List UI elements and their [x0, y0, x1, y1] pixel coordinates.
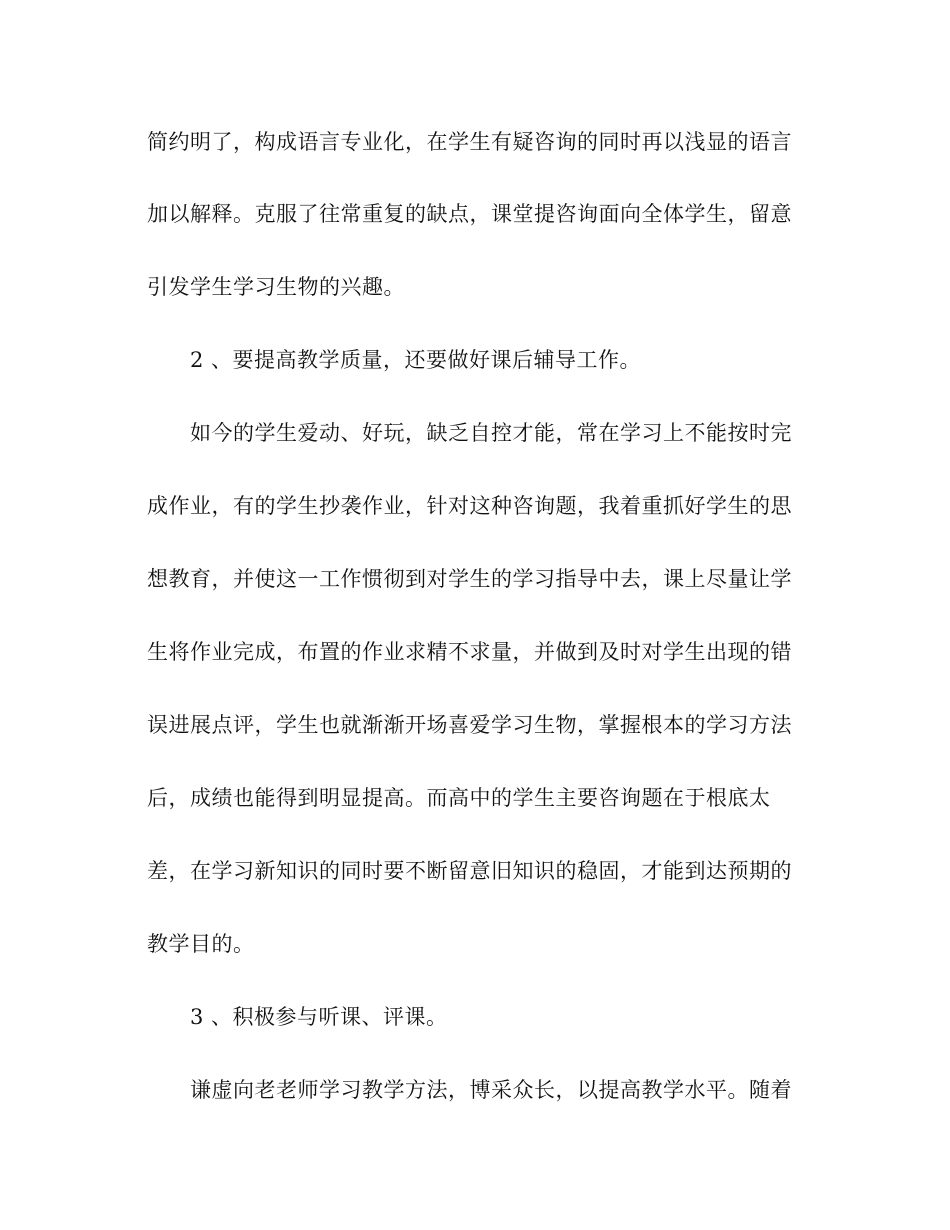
paragraph-line: 谦虚向老老师学习教学方法，博采众长，以提高教学水平。随着: [190, 1078, 792, 1102]
paragraph-line: 成作业，有的学生抄袭作业，针对这种咨询题，我着重抓好学生的思: [147, 494, 792, 518]
paragraph-line: 想教育，并使这一工作惯彻到对学生的学习指导中去，课上尽量让学: [147, 567, 792, 591]
paragraph-line: 教学目的。: [147, 932, 255, 956]
paragraph-line: 加以解释。克服了往常重复的缺点，课堂提咨询面向全体学生，留意: [147, 202, 792, 226]
paragraph-line: 差，在学习新知识的同时要不断留意旧知识的稳固，才能到达预期的: [147, 859, 792, 883]
paragraph-line: 引发学生学习生物的兴趣。: [147, 275, 405, 299]
section-heading: 2 、要提高教学质量，还要做好课后辅导工作。: [190, 348, 642, 372]
paragraph-line: 简约明了，构成语言专业化，在学生有疑咨询的同时再以浅显的语言: [147, 130, 792, 154]
paragraph-line: 后，成绩也能得到明显提高。而高中的学生主要咨询题在于根底太: [147, 786, 771, 810]
paragraph-line: 如今的学生爱动、好玩，缺乏自控才能，常在学习上不能按时完: [190, 421, 792, 445]
paragraph-line: 生将作业完成，布置的作业求精不求量，并做到及时对学生出现的错: [147, 640, 792, 664]
section-heading: 3 、积极参与听课、评课。: [190, 1005, 448, 1029]
paragraph-line: 误进展点评，学生也就渐渐开场喜爱学习生物，掌握根本的学习方法: [147, 713, 792, 737]
